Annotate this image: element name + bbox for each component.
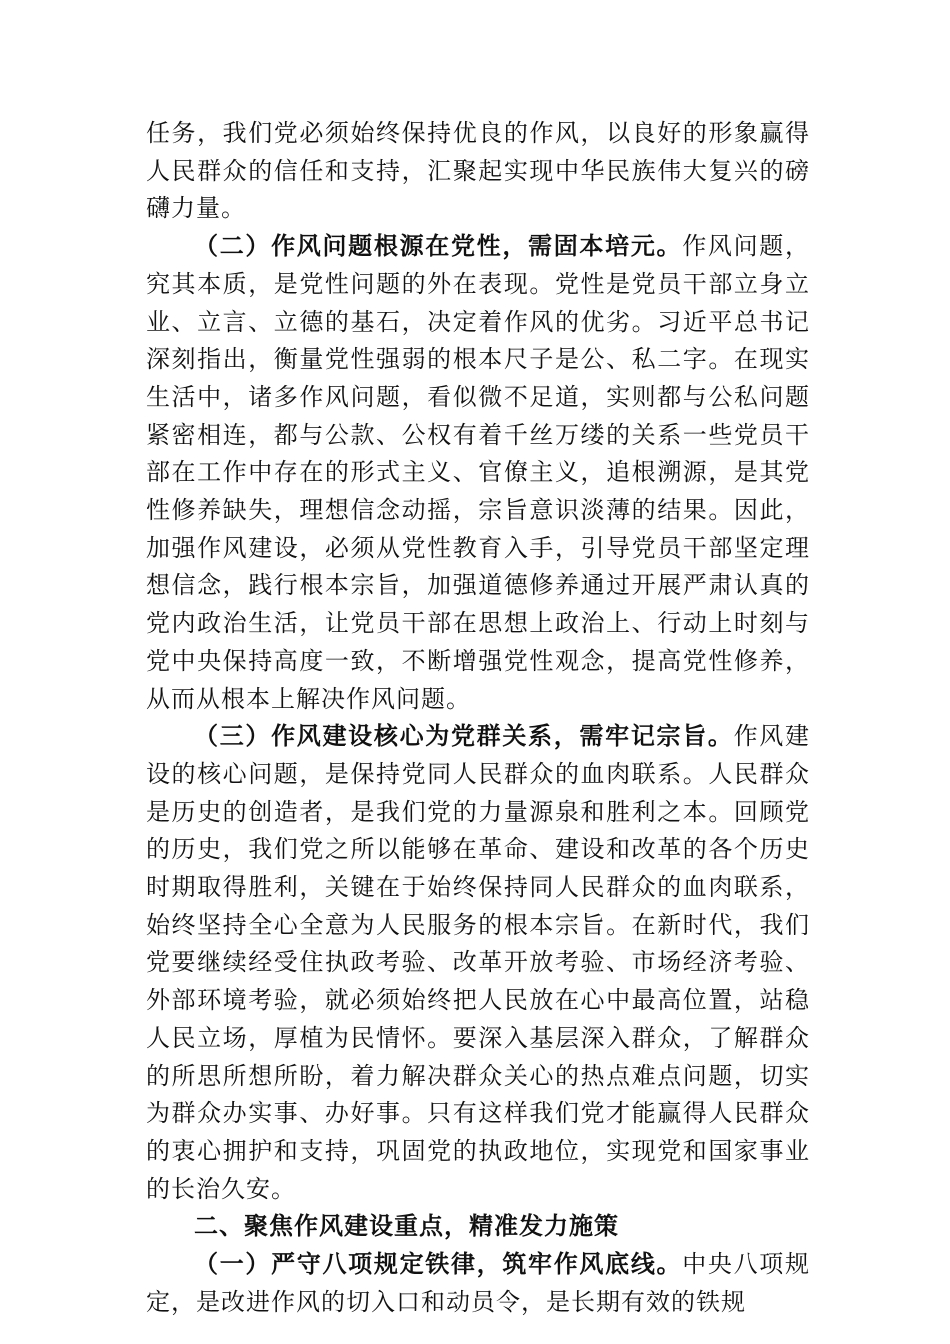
paragraph-eight-rules (146, 1246, 810, 1321)
paragraph-lead: （二）作风问题根源在党性，需固本培元。 (194, 232, 683, 261)
paragraph-lead: （三）作风建设核心为党群关系，需牢记宗旨。 (194, 722, 734, 751)
paragraph-continuation (146, 115, 810, 228)
paragraph-party-spirit (146, 228, 810, 718)
paragraph-text: 作风问题，究其本质，是党性问题的外在表现。党性是党员干部立身立业、立言、立德的基石，决定着作风的优劣。习近平总书记深刻指出，衡量党性强弱的根本尺子是公、私二字。在现实生活中，诸多作风问题，看似微不足道，实则都与公私问题紧密相连，都与公款、公权有着千丝万缕的关系一些党员干部在工作中存在的形式主义、官僚主义，追根溯源，是其党性修养缺失，理想信念动摇，宗旨意识淡薄的结果。因此，加强作风建设，必须从党性教育入手，引导党员干部坚定理想信念，践行根本宗旨，加强道德修养通过开展严肃认真的党内政治生活，让党员干部在思想上政治上、行动上时刻与党中央保持高度一致，不断增强党性观念，提高党性修养，从而从根本上解决作风问题。 (146, 232, 811, 713)
paragraph-lead: （一）严守八项规定铁律，筑牢作风底线。 (194, 1250, 683, 1279)
paragraph-party-masses (146, 718, 810, 1208)
paragraph-text: 任务，我们党必须始终保持优良的作风，以良好的形象赢得人民群众的信任和支持，汇聚起实现中华民族伟大复兴的磅礴力量。 (146, 119, 810, 223)
section-heading: 二、聚焦作风建设重点，精准发力施策 (194, 1212, 619, 1241)
paragraph-text: 中央八项规定，是改进作风的切入口和动员令，是长期有效的铁规 (146, 1250, 811, 1316)
paragraph-text: 作风建设的核心问题，是保持党同人民群众的血肉联系。人民群众是历史的创造者，是我们党的力量源泉和胜利之本。回顾党的历史，我们党之所以能够在革命、建设和改革的各个历史时期取得胜利，关键在于始终保持同人民群众的血肉联系，始终坚持全心全意为人民服务的根本宗旨。在新时代，我们党要继续经受住执政考验、改革开放考验、市场经济考验、外部环境考验，就必须始终把人民放在心中最高位置，站稳人民立场，厚植为民情怀。要深入基层深入群众，了解群众的所思所想所盼，着力解决群众关心的热点难点问题，切实为群众办实事、办好事。只有这样我们党才能赢得人民群众的衷心拥护和支持，巩固党的执政地位，实现党和国家事业的长治久安。 (146, 722, 811, 1203)
document-body (146, 115, 810, 1322)
